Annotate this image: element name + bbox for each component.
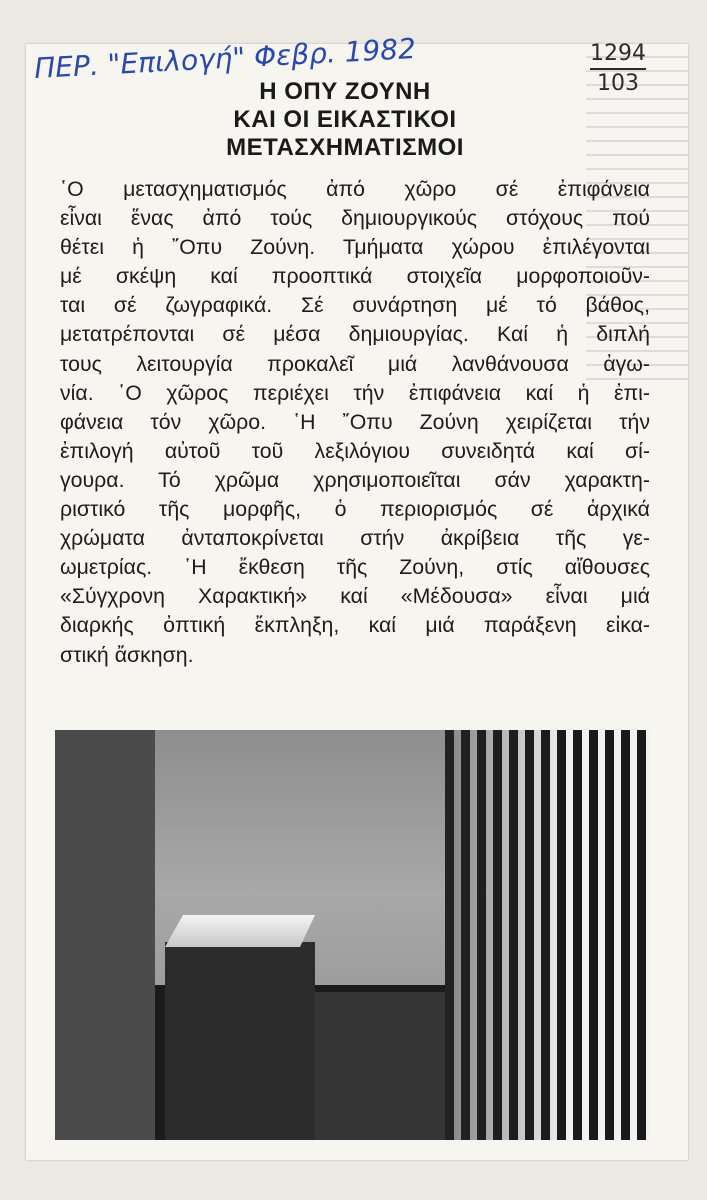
article-body — [60, 175, 650, 670]
photo-stripe-shade — [445, 730, 650, 1140]
body-line: χρώματα ἀνταποκρίνεται στήν ἀκρίβεια τῆς γε- — [60, 526, 650, 551]
body-line: θέτει ἡ ῎Οπυ Ζούνη. Τμήματα χώρου ἐπιλέγονται — [60, 235, 650, 260]
body-line: μέ σκέψη καί προοπτικά στοιχεῖα μορφοποιοῦν- — [60, 264, 650, 289]
body-line: «Σύγχρονη Χαρακτική» καί «Μέδουσα» εἶναι μιά — [60, 584, 650, 609]
handwritten-source-note: ΠΕΡ. "Επιλογή" Φεβρ. 1982 — [33, 32, 417, 85]
artwork-photo — [55, 730, 650, 1140]
photo-block — [165, 942, 315, 1140]
handwritten-ref-top: 1294 — [590, 40, 646, 70]
body-line: μετατρέπονται σέ μέσα δημιουργίας. Καί ἡ διπλή — [60, 322, 650, 347]
body-line: διαρκής ὀπτική ἔκπληξη, καί μιά παράξενη εἰκα- — [60, 613, 650, 638]
photo-step — [315, 992, 455, 1140]
body-line: ἐπιλογή αὐτοῦ τοῦ λεξιλόγιου συνειδητά καί σί- — [60, 438, 650, 463]
body-line: φάνεια τόν χῶρο. ῾Η ῎Οπυ Ζούνη χειρίζεται τήν — [60, 409, 650, 434]
handwritten-ref-bottom: 103 — [597, 71, 639, 96]
body-line: τους λειτουργία προκαλεῖ μιά λανθάνουσα ἀγω- — [60, 351, 650, 376]
body-line: ῾Ο μετασχηματισμός ἀπό χῶρο σέ ἐπιφάνεια — [60, 177, 650, 201]
photo-left-wall — [55, 730, 155, 1140]
body-line: στική ἄσκηση. — [60, 642, 194, 667]
body-line: ται σέ ζωγραφικά. Σέ συνάρτηση μέ τό βάθος, — [60, 293, 650, 318]
article-title — [120, 78, 570, 162]
handwritten-reference — [590, 40, 646, 98]
body-line: ριστικό τῆς μορφῆς, ὁ περιορισμός σέ ἀρχικά — [60, 497, 650, 522]
body-line: γουρα. Τό χρῶμα χρησιμοποιεῖται σάν χαρακτη- — [60, 467, 650, 492]
body-line: ωμετρίας. ῾Η ἔκθεση τῆς Ζούνη, στίς αἴθουσες — [60, 555, 650, 580]
title-line: ΜΕΤΑΣΧΗΜΑΤΙΣΜΟΙ — [226, 134, 464, 161]
title-line: Η ΟΠΥ ΖΟΥΝΗ — [259, 78, 431, 105]
body-line: εἶναι ἕνας ἀπό τούς δημιουργικούς στόχους πού — [60, 206, 650, 231]
title-line: ΚΑΙ ΟΙ ΕΙΚΑΣΤΙΚΟΙ — [233, 106, 457, 133]
photo-block-top — [165, 915, 315, 947]
body-line: νία. ῾Ο χῶρος περιέχει τήν ἐπιφάνεια καί ἡ ἐπι- — [60, 380, 650, 405]
